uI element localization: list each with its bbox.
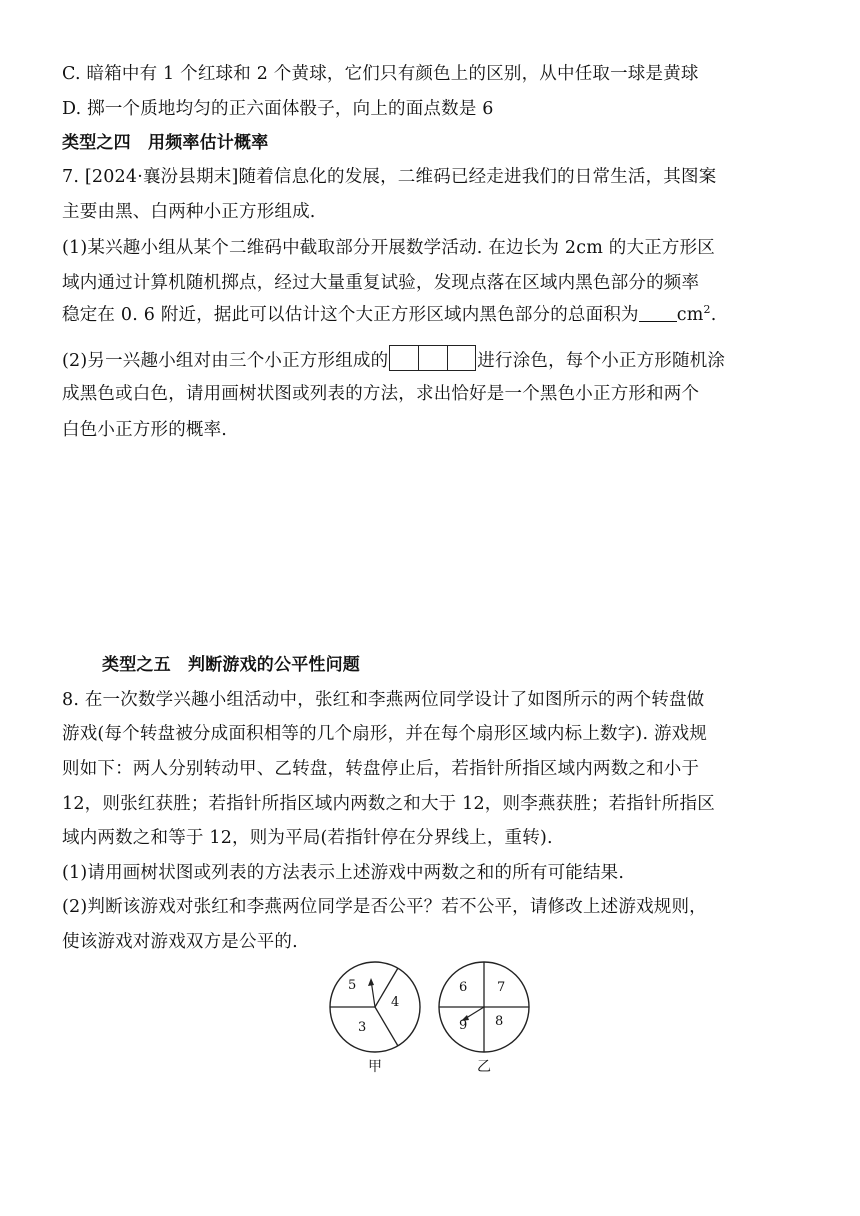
- q7-part2-text-a: (2)另一兴趣小组对由三个小正方形组成的: [62, 351, 389, 371]
- q8-line-5: 域内两数之和等于 12，则为平局(若指针停在分界线上，重转).: [62, 828, 553, 848]
- jia-number-5: 5: [348, 978, 357, 993]
- q8-part1: (1)请用画树状图或列表的方法表示上述游戏中两数之和的所有可能结果.: [62, 863, 625, 883]
- spinner-yi-label: 乙: [477, 1059, 491, 1075]
- spinner-jia: [328, 960, 424, 1056]
- period: .: [710, 305, 717, 325]
- q7-part2-line-2: 成黑色或白色，请用画树状图或列表的方法，求出恰好是一个黑色小正方形和两个: [62, 384, 700, 404]
- jia-number-3: 3: [358, 1020, 367, 1035]
- q8-line-3: 则如下：两人分别转动甲、乙转盘，转盘停止后，若指针所指区域内两数之和小于: [62, 759, 700, 779]
- q7-part2-line-1: [62, 345, 725, 373]
- yi-number-7: 7: [497, 980, 506, 995]
- yi-number-8: 8: [495, 1014, 504, 1029]
- q7-part1-line-1: (1)某兴趣小组从某个二维码中截取部分开展数学活动. 在边长为 2cm 的大正方形区: [62, 238, 715, 258]
- spinner-jia-label: 甲: [368, 1059, 382, 1075]
- section-heading-4: 类型之四 用频率估计概率: [62, 133, 269, 153]
- q8-line-4: 12，则张红获胜；若指针所指区域内两数之和大于 12，则李燕获胜；若指针所指区: [62, 794, 715, 814]
- q8-line-2: 游戏(每个转盘被分成面积相等的几个扇形，并在每个扇形区域内标上数字). 游戏规: [62, 724, 708, 744]
- spinner-yi: [436, 960, 532, 1056]
- yi-number-6: 6: [459, 980, 468, 995]
- three-squares-figure: [389, 345, 476, 371]
- q8-part2-line-2: 使该游戏对游戏双方是公平的.: [62, 932, 298, 952]
- jia-number-4: 4: [391, 995, 400, 1010]
- q7-part1-line-3: [62, 303, 716, 327]
- q8-line-1: 8. 在一次数学兴趣小组活动中，张红和李燕两位同学设计了如图所示的两个转盘做: [62, 690, 705, 710]
- yi-number-9: 9: [459, 1018, 468, 1033]
- q7-part1-text: 稳定在 0. 6 附近，据此可以估计这个大正方形区域内黑色部分的总面积为: [62, 305, 639, 325]
- q7-part2-text-b: 进行涂色，每个小正方形随机涂: [477, 351, 726, 371]
- q8-part2-line-1: (2)判断该游戏对张红和李燕两位同学是否公平？若不公平，请修改上述游戏规则，: [62, 897, 707, 917]
- answer-blank[interactable]: [639, 305, 677, 322]
- q7-part2-line-3: 白色小正方形的概率.: [62, 420, 228, 440]
- option-c: C. 暗箱中有 1 个红球和 2 个黄球，它们只有颜色上的区别，从中任取一球是黄球: [62, 64, 699, 84]
- section-heading-5: 类型之五 判断游戏的公平性问题: [102, 655, 360, 675]
- unit: cm: [676, 305, 704, 325]
- q7-line-1: 7. [2024·襄汾县期末]随着信息化的发展，二维码已经走进我们的日常生活，其图案: [62, 167, 717, 187]
- unit-superscript: 2: [703, 303, 711, 316]
- q7-line-2: 主要由黑、白两种小正方形组成.: [62, 202, 316, 222]
- option-d: D. 掷一个质地均匀的正六面体骰子，向上的面点数是 6: [62, 99, 494, 119]
- q7-part1-line-2: 域内通过计算机随机掷点，经过大量重复试验，发现点落在区域内黑色部分的频率: [62, 273, 700, 293]
